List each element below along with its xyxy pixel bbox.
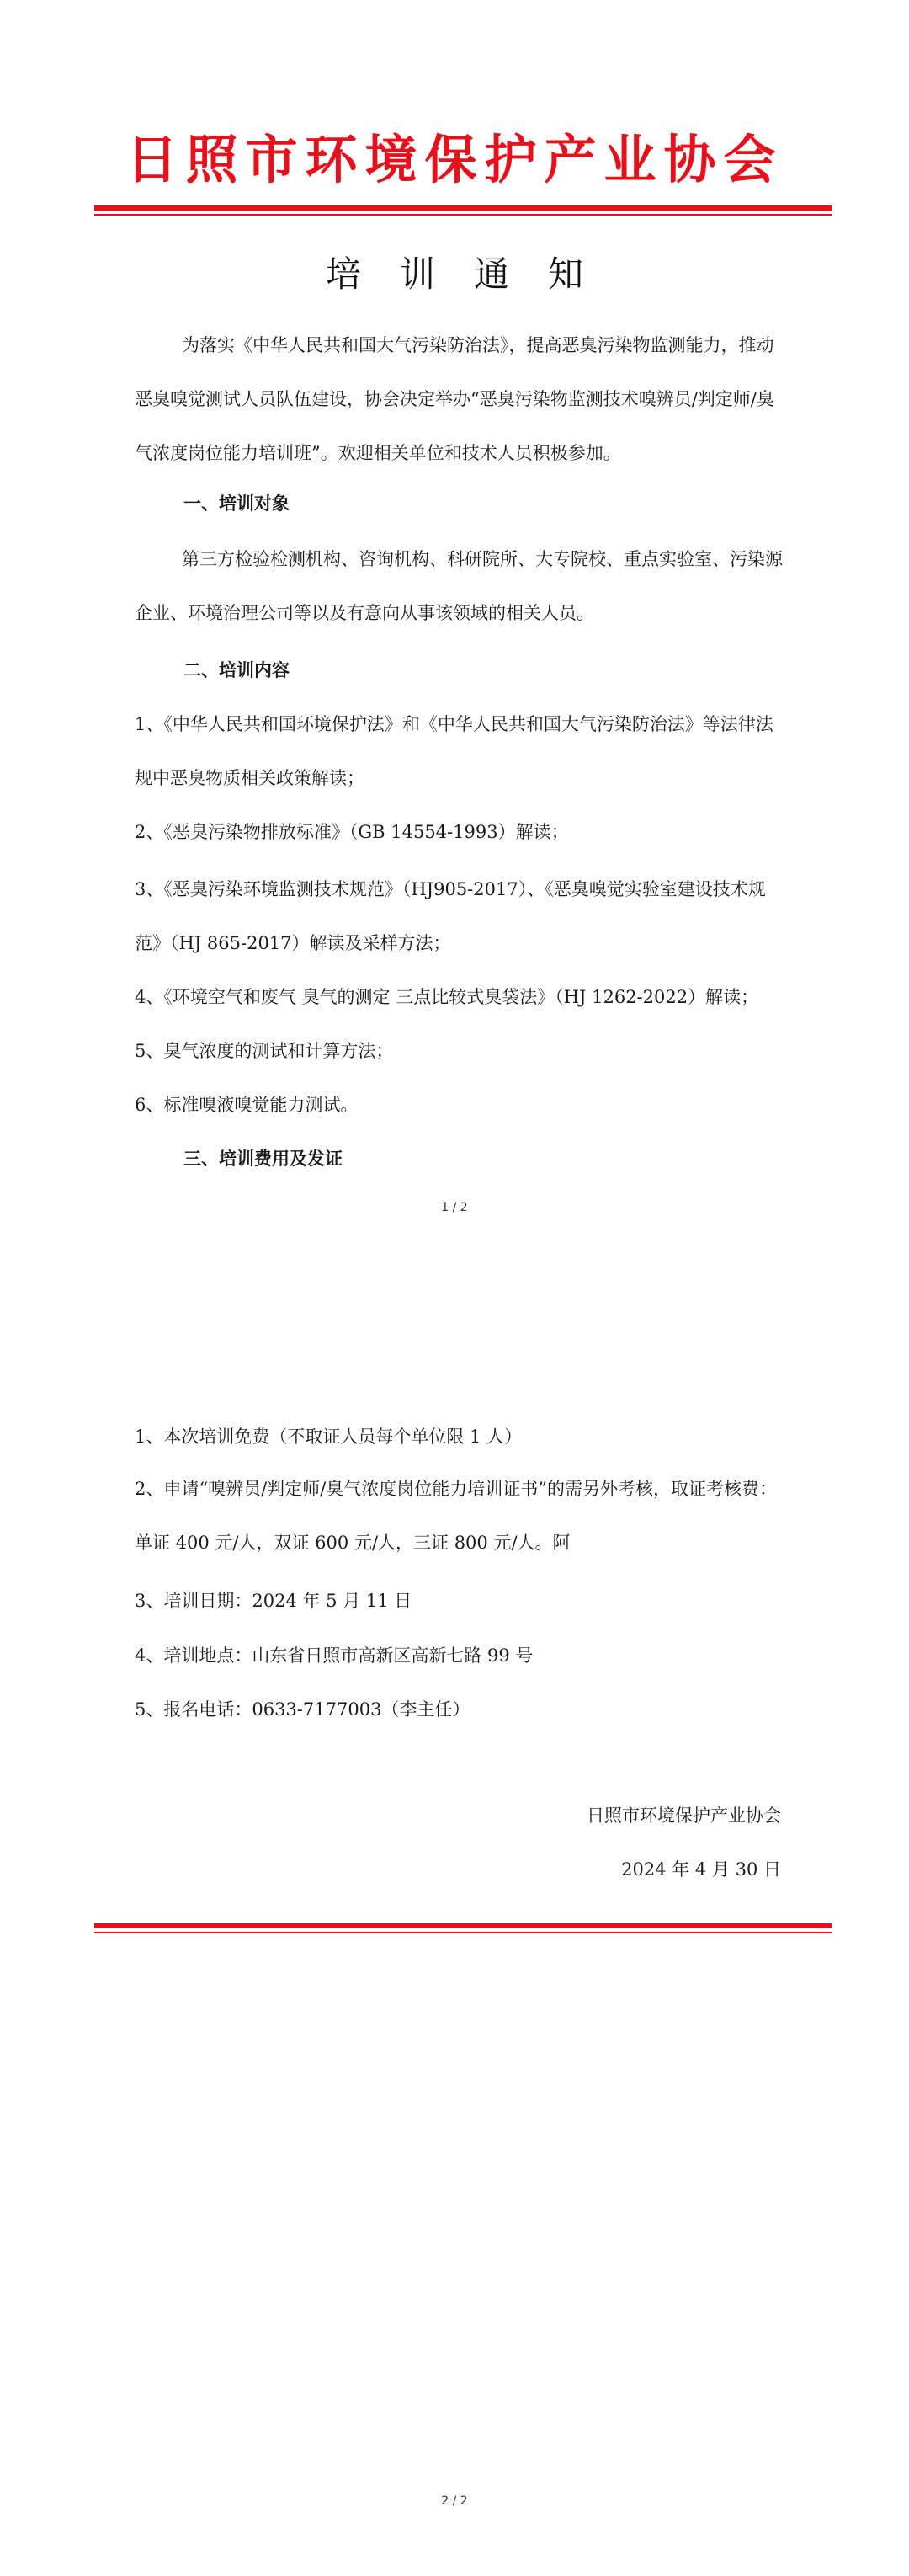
footer-rule-thick <box>94 1923 832 1928</box>
fee-item-5: 5、报名电话：0633-7177003（李主任） <box>135 1699 470 1720</box>
fee-item-4: 4、培训地点：山东省日照市高新区高新七路 99 号 <box>135 1645 534 1666</box>
section-heading-training-target: 一、培训对象 <box>183 493 290 514</box>
page-number-1: 1 / 2 <box>441 1201 468 1214</box>
fee-item-3: 3、培训日期：2024 年 5 月 11 日 <box>135 1591 412 1611</box>
intro-paragraph: 为落实《中华人民共和国大气污染防治法》，提高恶臭污染物监测能力，推动恶臭嗅觉测试人员队伍建设，协会决定举办“恶臭污染物监测技术嗅辨员/判定师/臭气浓度岗位能力培训班”。欢迎相关单位和技术人员积极参加。 <box>135 335 774 463</box>
header-rule-thin <box>94 214 832 216</box>
page-number-2: 2 / 2 <box>441 2494 468 2508</box>
footer-rule-thin <box>94 1932 832 1933</box>
content-item-5: 5、臭气浓度的测试和计算方法； <box>135 1041 394 1061</box>
document-title: 培训通知 <box>325 253 622 295</box>
header-rule-thick <box>94 205 832 211</box>
content-item-1: 1、《中华人民共和国环境保护法》和《中华人民共和国大气污染防治法》等法律法规中恶臭物质相关政策解读； <box>135 714 773 788</box>
fee-item-1: 1、本次培训免费（不取证人员每个单位限 1 人） <box>135 1427 523 1447</box>
section-heading-fees-certificates: 三、培训费用及发证 <box>183 1149 343 1169</box>
signature-date: 2024 年 4 月 30 日 <box>621 1859 781 1880</box>
content-item-3: 3、《恶臭污染环境监测技术规范》（HJ905-2017）、《恶臭嗅觉实验室建设技术规范》（HJ 865-2017）解读及采样方法； <box>135 879 766 953</box>
signature-org: 日照市环境保护产业协会 <box>587 1805 781 1826</box>
section-heading-training-content: 二、培训内容 <box>183 660 290 680</box>
content-item-4: 4、《环境空气和废气 臭气的测定 三点比较式臭袋法》（HJ 1262-2022）解读； <box>135 987 759 1007</box>
content-item-6: 6、标准嗅液嗅觉能力测试。 <box>135 1095 359 1115</box>
content-item-2: 2、《恶臭污染物排放标准》（GB 14554-1993）解读； <box>135 822 569 842</box>
training-target-paragraph: 第三方检验检测机构、咨询机构、科研院所、大专院校、重点实验室、污染源企业、环境治理公司等以及有意向从事该领域的相关人员。 <box>135 549 783 623</box>
fee-item-2: 2、申请“嗅辨员/判定师/臭气浓度岗位能力培训证书”的需另外考核，取证考核费：单证 400 元/人，双证 600 元/人，三证 800 元/人。阿 <box>135 1479 777 1553</box>
org-header-title: 日照市环境保护产业协会 <box>125 129 784 190</box>
